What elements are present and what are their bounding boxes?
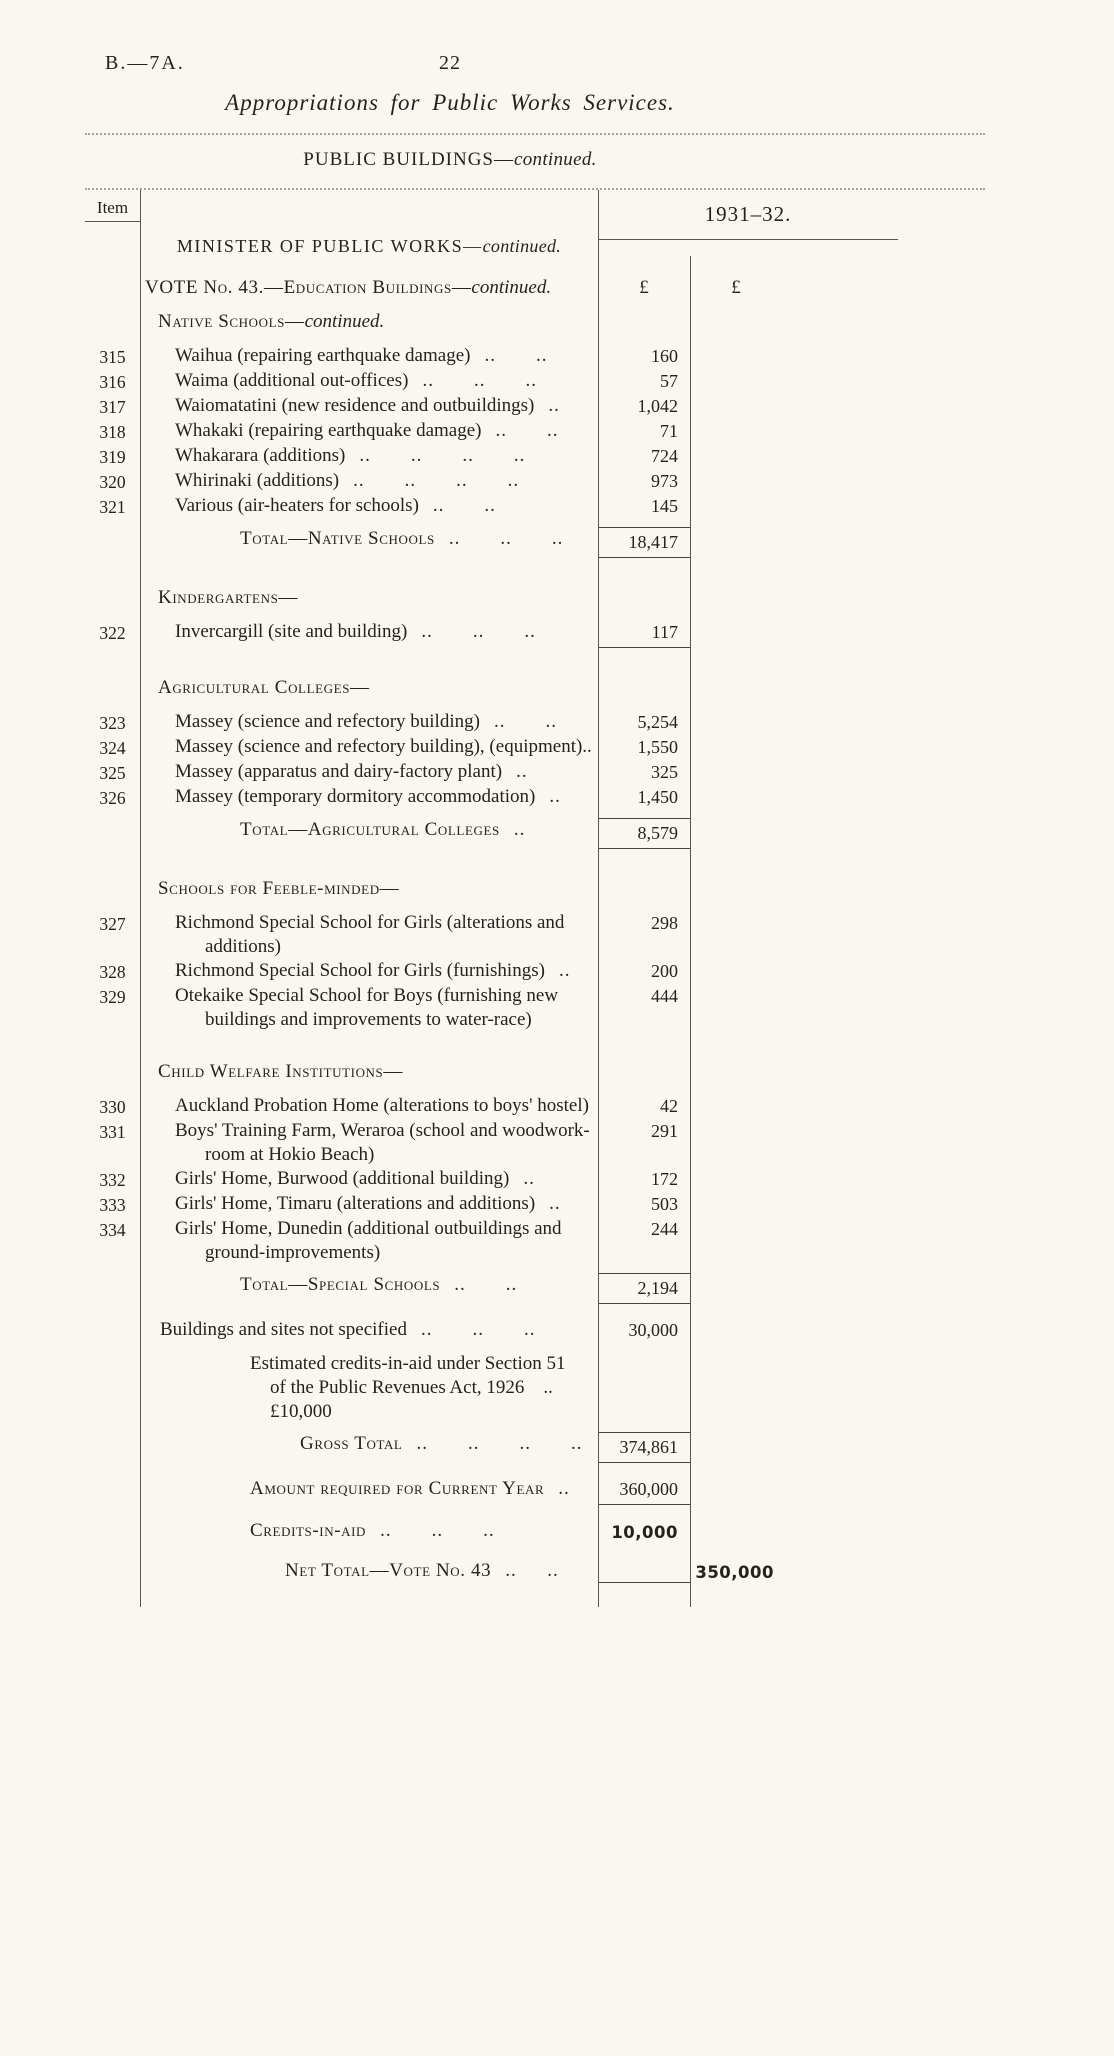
vote-heading-label: VOTE No. 43.—Education Buildings— — [145, 277, 472, 298]
section-label: Child Welfare Institutions— — [158, 1061, 403, 1082]
amount-1931-32: 145 — [651, 496, 678, 516]
amount-1931-32: 298 — [651, 913, 678, 933]
amount-1931-32: 360,000 — [598, 1477, 690, 1505]
item-description: Richmond Special School for Girls (furnishings) — [175, 960, 545, 981]
dot-leaders: .. — [558, 1478, 570, 1499]
row-description — [140, 911, 598, 959]
section-continued: continued. — [304, 311, 385, 332]
row-description — [140, 710, 598, 734]
vote-heading — [140, 276, 598, 300]
table-row-item-329 — [85, 984, 985, 1032]
title-divider — [85, 133, 985, 135]
vertical-rule-item-col — [140, 190, 141, 1607]
dot-leaders: .. .. .. — [380, 1520, 495, 1541]
item-number — [85, 1352, 140, 1353]
amount-1931-32-col2 — [690, 1432, 782, 1456]
item-description: Girls' Home, Timaru (alterations and additions) — [175, 1193, 536, 1214]
item-description-cont: additions) — [205, 936, 281, 957]
item-number: 316 — [99, 372, 126, 392]
amount-1931-32: 1,450 — [637, 787, 678, 807]
dot-leaders: .. — [548, 395, 560, 416]
total-label: Credits-in-aid — [250, 1520, 367, 1541]
item-number — [85, 818, 140, 819]
table-row-item-328 — [85, 959, 985, 984]
dot-leaders: .. .. — [495, 420, 559, 441]
section-heading — [140, 676, 598, 700]
item-description-cont: ground-improvements) — [205, 1242, 381, 1263]
item-number: 325 — [99, 763, 126, 783]
total-label: Total—Agricultural Colleges — [240, 819, 500, 840]
item-description: Various (air-heaters for schools) — [175, 495, 419, 516]
item-description: Invercargill (site and building) — [175, 621, 408, 642]
item-number — [85, 1519, 140, 1520]
row-description — [140, 984, 598, 1032]
amount-1931-32-col2 — [690, 344, 782, 368]
item-number: 324 — [99, 738, 126, 758]
row-description — [140, 760, 598, 784]
table-row-total — [85, 1432, 985, 1463]
section-label: Kindergartens— — [158, 587, 299, 608]
section-heading — [140, 586, 598, 610]
amount-1931-32-col2 — [690, 394, 782, 418]
row-description — [140, 620, 598, 644]
table-row-plain — [85, 1318, 985, 1342]
amount-1931-32: 444 — [651, 986, 678, 1006]
item-number — [85, 1559, 140, 1560]
section-heading — [140, 1060, 598, 1084]
dot-leaders: .. .. — [505, 1560, 559, 1581]
amount-1931-32: 291 — [651, 1121, 678, 1141]
item-description: Boys' Training Farm, Weraroa (school and woodwork- — [175, 1120, 590, 1141]
amount-1931-32-col2 — [690, 959, 782, 983]
amount-1931-32 — [598, 310, 690, 334]
table-row-item-317 — [85, 394, 985, 419]
table-row-total — [85, 1273, 985, 1304]
row-description — [140, 369, 598, 393]
amount-1931-32: 724 — [651, 446, 678, 466]
table-row-section — [85, 310, 985, 334]
amount-1931-32: 10,000 — [611, 1523, 678, 1542]
item-number: 320 — [99, 472, 126, 492]
table-header — [85, 190, 985, 264]
row-description — [140, 818, 598, 842]
row-description — [140, 1519, 598, 1543]
amount-1931-32: 5,254 — [637, 712, 678, 732]
amount-1931-32 — [598, 1060, 690, 1084]
table-row-item-325 — [85, 760, 985, 785]
row-description — [140, 1273, 598, 1297]
dot-leaders: .. — [549, 1193, 561, 1214]
item-number: 322 — [99, 623, 126, 643]
item-number: 317 — [99, 397, 126, 417]
dot-leaders: .. — [558, 960, 571, 981]
row-description — [140, 444, 598, 468]
dot-leaders: .. .. .. — [422, 370, 537, 391]
row-description — [140, 1094, 598, 1118]
dot-leaders: .. .. — [454, 1274, 518, 1295]
amount-1931-32-col2 — [690, 620, 782, 644]
amount-1931-32-col2 — [690, 785, 782, 809]
item-number: 330 — [99, 1097, 126, 1117]
row-description — [140, 1167, 598, 1191]
item-description: Massey (temporary dormitory accommodation) — [175, 786, 536, 807]
amount-1931-32: 1,550 — [637, 737, 678, 757]
vote-heading-row — [85, 276, 985, 300]
item-description: Girls' Home, Dunedin (additional outbuildings and — [175, 1218, 562, 1239]
row-description — [140, 419, 598, 443]
section-heading — [140, 310, 598, 334]
table-row-section — [85, 1060, 985, 1084]
amount-1931-32-col2 — [690, 1060, 782, 1084]
item-number: 334 — [99, 1220, 126, 1240]
dot-leaders: .. .. — [432, 495, 496, 516]
table-row-item-318 — [85, 419, 985, 444]
row-description — [140, 785, 598, 809]
amount-1931-32-col2 — [690, 527, 782, 551]
table-row-total — [85, 1559, 985, 1585]
table-row-item-330 — [85, 1094, 985, 1119]
amount-1931-32 — [598, 1559, 690, 1583]
item-description: Whakaki (repairing earthquake damage) — [175, 420, 482, 441]
amount-1931-32-col2 — [690, 1318, 782, 1342]
item-number — [85, 586, 140, 587]
row-description — [140, 344, 598, 368]
amount-1931-32-col2 — [690, 710, 782, 734]
amount-1931-32-col2 — [690, 984, 782, 1008]
dot-leaders: .. .. .. — [420, 1319, 536, 1340]
item-number: 315 — [99, 347, 126, 367]
dot-leaders: .. .. — [493, 711, 557, 732]
amount-1931-32-col2: 350,000 — [695, 1563, 774, 1582]
amount-1931-32-col2 — [690, 1217, 782, 1241]
page-title: Appropriations for Public Works Services. — [225, 90, 675, 115]
section-heading — [140, 877, 598, 901]
item-description-cont: room at Hokio Beach) — [205, 1144, 375, 1165]
pound-sign-col2: £ — [731, 277, 741, 298]
amount-1931-32-col2 — [690, 676, 782, 700]
total-label: Gross Total — [300, 1433, 403, 1454]
item-description: Waima (additional out-offices) — [175, 370, 409, 391]
item-number — [85, 1273, 140, 1274]
table-row-total — [85, 1477, 985, 1505]
section-label: Agricultural Colleges— — [158, 677, 370, 698]
item-description: Waihua (repairing earthquake damage) — [175, 345, 471, 366]
amount-1931-32: 18,417 — [598, 527, 690, 558]
section-label: Schools for Feeble-minded— — [158, 878, 400, 899]
row-description — [140, 469, 598, 493]
table-row-item-323 — [85, 710, 985, 735]
appropriations-table — [85, 188, 985, 1607]
amount-1931-32: 160 — [651, 346, 678, 366]
item-number-blank — [85, 276, 140, 277]
row-description — [140, 394, 598, 418]
item-number: 327 — [99, 914, 126, 934]
item-column-header: Item — [85, 198, 140, 222]
amount-1931-32: 42 — [660, 1096, 678, 1116]
amount-1931-32-col2 — [690, 444, 782, 468]
amount-1931-32-col2 — [690, 469, 782, 493]
table-row-note — [85, 1352, 985, 1424]
amount-1931-32-col2 — [690, 310, 782, 334]
amount-1931-32-col2 — [690, 1477, 782, 1501]
row-description — [140, 1217, 598, 1265]
credits-note-line1: Estimated credits-in-aid under Section 51 — [250, 1353, 566, 1374]
amount-1931-32-col2 — [690, 1119, 782, 1143]
table-row-item-333 — [85, 1192, 985, 1217]
item-number: 331 — [99, 1122, 126, 1142]
item-description: Otekaike Special School for Boys (furnishing new — [175, 985, 559, 1006]
row-description — [140, 1192, 598, 1216]
item-number — [85, 1060, 140, 1061]
credits-note-line2: of the Public Revenues Act, 1926 .. £10,000 — [270, 1377, 563, 1422]
table-row-item-334 — [85, 1217, 985, 1265]
amount-1931-32: 57 — [660, 371, 678, 391]
amount-1931-32 — [598, 1352, 690, 1376]
row-description — [140, 735, 598, 759]
page-content — [85, 0, 985, 2056]
item-number: 323 — [99, 713, 126, 733]
row-description — [140, 1477, 598, 1501]
amount-1931-32: 117 — [598, 620, 690, 648]
item-description: Whirinaki (additions) — [175, 470, 340, 491]
table-row-total — [85, 1519, 985, 1545]
pound-sign-col1: £ — [639, 277, 649, 298]
total-label: Total—Native Schools — [240, 528, 435, 549]
amount-1931-32: 325 — [651, 762, 678, 782]
table-row-item-327 — [85, 911, 985, 959]
amount-1931-32-col2 — [690, 419, 782, 443]
item-number: 321 — [99, 497, 126, 517]
item-number — [85, 310, 140, 311]
amount-1931-32: 1,042 — [637, 396, 678, 416]
table-row-item-321 — [85, 494, 985, 519]
row-description — [140, 1119, 598, 1167]
table-row-item-315 — [85, 344, 985, 369]
amount-1931-32 — [598, 676, 690, 700]
amount-1931-32: 374,861 — [598, 1432, 690, 1463]
item-number: 329 — [99, 987, 126, 1007]
item-description: Buildings and sites not specified — [160, 1319, 407, 1340]
table-row-item-324 — [85, 735, 985, 760]
table-row-item-319 — [85, 444, 985, 469]
table-rows — [85, 310, 985, 1585]
amount-1931-32: 244 — [651, 1219, 678, 1239]
total-label: Total—Special Schools — [240, 1274, 441, 1295]
table-row-item-326 — [85, 785, 985, 810]
dot-leaders: .. .. .. — [421, 621, 536, 642]
vote-heading-continued: continued. — [471, 277, 552, 298]
amount-1931-32-col2 — [690, 1094, 782, 1118]
table-row-item-320 — [85, 469, 985, 494]
table-row-item-316 — [85, 369, 985, 394]
row-description — [140, 527, 598, 551]
amount-1931-32 — [598, 586, 690, 610]
amount-1931-32: 172 — [651, 1169, 678, 1189]
amount-1931-32 — [598, 877, 690, 901]
amount-1931-32-col2 — [690, 735, 782, 759]
dot-leaders: .. .. .. .. — [416, 1433, 583, 1454]
amount-1931-32: 71 — [660, 421, 678, 441]
item-number — [85, 1432, 140, 1433]
doc-subtitle — [85, 149, 815, 171]
table-row-total — [85, 527, 985, 558]
table-row-item-322 — [85, 620, 985, 648]
row-description — [140, 1559, 598, 1583]
item-number — [85, 1477, 140, 1478]
amount-1931-32-col2 — [690, 1273, 782, 1297]
row-description — [140, 494, 598, 518]
total-label: Amount required for Current Year — [250, 1478, 545, 1499]
amount-1931-32-col2 — [690, 760, 782, 784]
amount-1931-32-col2 — [690, 818, 782, 842]
item-number: 328 — [99, 962, 126, 982]
amount-1931-32: 200 — [651, 961, 678, 981]
dot-leaders: .. .. .. .. — [359, 445, 526, 466]
dot-leaders: .. .. .. — [448, 528, 564, 549]
amount-1931-32-col2 — [690, 1519, 782, 1543]
dot-leaders: .. — [523, 1168, 535, 1189]
doc-subtitle-continued: continued. — [514, 149, 597, 170]
item-number: 319 — [99, 447, 126, 467]
amount-1931-32: 30,000 — [628, 1320, 678, 1340]
amount-1931-32-col2 — [690, 911, 782, 935]
item-number: 326 — [99, 788, 126, 808]
amount-1931-32-col2 — [690, 369, 782, 393]
amount-1931-32-col2 — [690, 586, 782, 610]
minister-heading-label: MINISTER OF PUBLIC WORKS— — [176, 236, 483, 256]
table-row-item-331 — [85, 1119, 985, 1167]
minister-heading — [140, 236, 598, 257]
doc-subtitle-caps: PUBLIC BUILDINGS— — [303, 149, 514, 170]
dot-leaders: .. .. — [484, 345, 548, 366]
amount-1931-32-col2 — [690, 1352, 782, 1376]
table-row-section — [85, 586, 985, 610]
year-column-header: 1931–32. — [598, 202, 898, 240]
page-number: 22 — [439, 52, 461, 74]
item-number — [85, 877, 140, 878]
row-description — [140, 1432, 598, 1456]
row-description — [140, 1352, 598, 1424]
dot-leaders: .. — [549, 786, 561, 807]
table-row-section — [85, 676, 985, 700]
amount-1931-32-col2 — [690, 877, 782, 901]
amount-1931-32-col2 — [690, 1167, 782, 1191]
dot-leaders: .. — [513, 819, 526, 840]
amount-1931-32-col2 — [690, 494, 782, 518]
item-description-cont: buildings and improvements to water-race) — [205, 1009, 532, 1030]
item-description: Waiomatatini (new residence and outbuildings) — [175, 395, 535, 416]
table-row-total — [85, 818, 985, 849]
amount-1931-32-col2 — [690, 1192, 782, 1216]
row-description — [140, 959, 598, 983]
row-description — [140, 1318, 598, 1342]
item-number — [85, 527, 140, 528]
item-number — [85, 1318, 140, 1319]
vertical-rule-amount-col2 — [690, 256, 691, 1607]
item-description: Massey (science and refectory building) — [175, 711, 480, 732]
dot-leaders: .. .. .. .. — [353, 470, 520, 491]
amount-1931-32: 503 — [651, 1194, 678, 1214]
table-row-item-332 — [85, 1167, 985, 1192]
doc-ref: B.—7A. — [105, 52, 185, 74]
item-number: 318 — [99, 422, 126, 442]
item-number: 333 — [99, 1195, 126, 1215]
minister-heading-continued: continued. — [482, 236, 562, 256]
vertical-rule-amount-col1 — [598, 190, 599, 1607]
dot-leaders: .. — [516, 761, 528, 782]
total-label: Net Total—Vote No. 43 — [285, 1560, 492, 1581]
item-description: Richmond Special School for Girls (alterations and — [175, 912, 565, 933]
item-description: Whakarara (additions) — [175, 445, 346, 466]
item-description: Massey (apparatus and dairy-factory plant) — [175, 761, 503, 782]
item-number: 332 — [99, 1170, 126, 1190]
amount-1931-32: 973 — [651, 471, 678, 491]
item-description: Massey (science and refectory building), (equipment).. — [175, 736, 592, 757]
amount-1931-32: 8,579 — [598, 818, 690, 849]
amount-1931-32: 2,194 — [598, 1273, 690, 1304]
table-row-section — [85, 877, 985, 901]
item-description: Auckland Probation Home (alterations to boys' hostel) — [175, 1095, 589, 1116]
section-label: Native Schools— — [158, 311, 305, 332]
item-number — [85, 676, 140, 677]
item-description: Girls' Home, Burwood (additional building) — [175, 1168, 510, 1189]
